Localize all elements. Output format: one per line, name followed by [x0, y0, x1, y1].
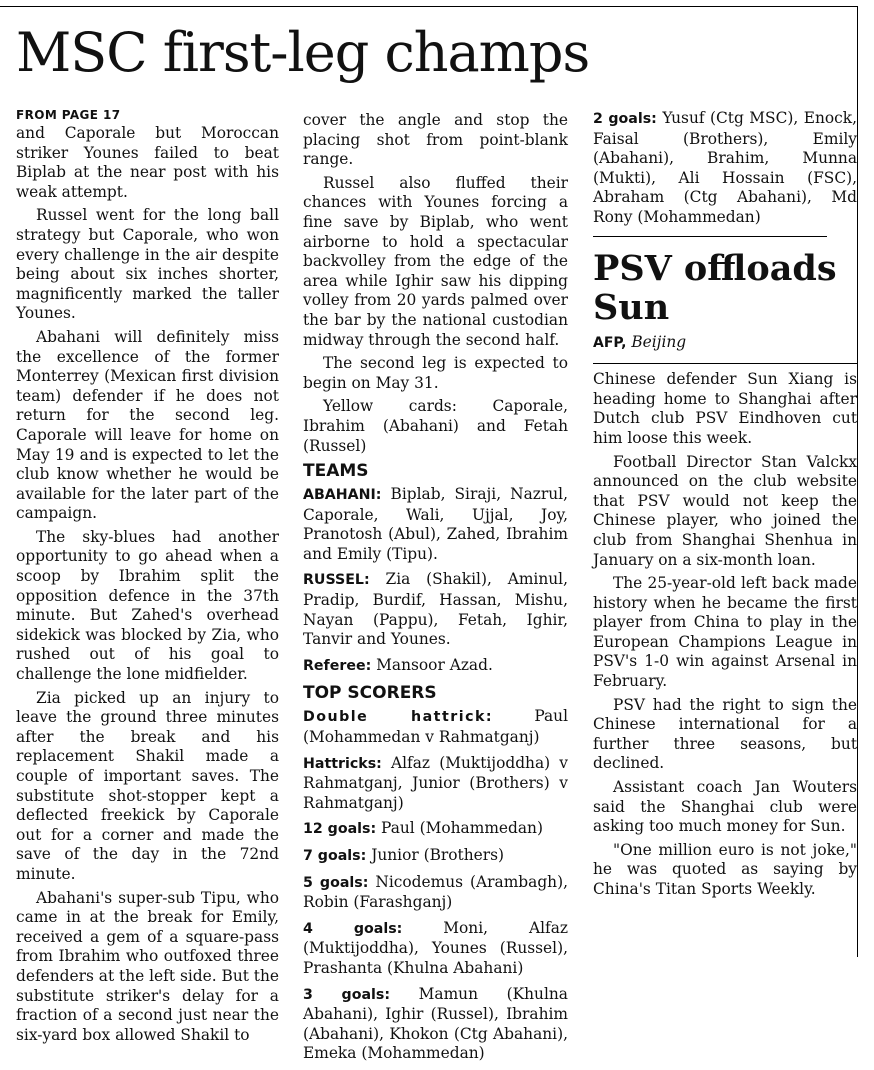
team-label: RUSSEL:	[303, 572, 370, 589]
article-paragraph: and Caporale but Moroccan striker Younes failed to beat Biplab at the near post with his weak attempt.	[16, 124, 279, 201]
scorer-label: 5 goals:	[303, 874, 369, 891]
scorer-label: Hattricks:	[303, 755, 382, 772]
byline	[593, 333, 857, 354]
column-2	[303, 111, 568, 1070]
column-1	[16, 108, 279, 1049]
scorer-entry	[303, 919, 568, 979]
yellow-cards: Yellow cards: Caporale, Ibrahim (Abahani) and Fetah (Russel)	[303, 397, 568, 455]
column-3	[593, 109, 857, 904]
byline-rule	[593, 363, 857, 364]
team-lineup: Biplab, Siraji, Nazrul, Caporale, Wali, Ujjal, Joy, Pranotosh (Abul), Zahed, Ibrahim and Emily (Tipu).	[303, 485, 568, 563]
byline-place: Beijing	[631, 332, 687, 351]
scorer-text: Yusuf (Ctg MSC), Enock, Faisal (Brothers), Emily (Abahani), Brahim, Munna (Mukti), Ali Hossain (FSC), Abraham (Ctg Abahani), Md Rony (Mohammedan)	[593, 109, 857, 226]
scorer-entry	[303, 985, 568, 1064]
article-paragraph: The sky-blues had another opportunity to go ahead when a scoop by Ibrahim split the opposition defence in the 37th minute. But Zahed's overhead sidekick was blocked by Zia, who rushed out of his goal to challenge the lone midfielder.	[16, 527, 279, 684]
scorer-text: Paul (Mohammedan v Rahmatganj)	[303, 707, 568, 747]
article-paragraph: cover the angle and stop the placing shot from point-blank range.	[303, 111, 568, 169]
article-paragraph: Abahani will definitely miss the excellence of the former Monterrey (Mexican first division team) defender if he does not return for the second leg. Caporale will leave for home on May 19 and is expected to let the club know whether he would be available for the later part of the campaign.	[16, 327, 279, 523]
scorer-entry	[303, 819, 568, 840]
team-label: ABAHANI:	[303, 487, 382, 504]
scorer-entry	[303, 754, 568, 814]
referee-name: Mansoor Azad.	[376, 655, 493, 674]
team-abahani	[303, 485, 568, 564]
scorer-entry	[303, 846, 568, 867]
headline: MSC first-leg champs	[16, 21, 590, 84]
referee-label: Referee:	[303, 657, 372, 674]
scorers-list-continued	[593, 109, 857, 228]
article-paragraph: Russel also fluffed their chances with Younes forcing a fine save by Biplab, who went airborne to hold a spectacular backvolley from the edge of the area while Ighir saw his dipping volley from 20 yards palmed over the bar by the national custodian midway through the second half.	[303, 173, 568, 349]
top-scorers-heading: TOP SCORERS	[303, 683, 437, 704]
divider	[593, 236, 827, 237]
psv-paragraph: "One million euro is not joke," he was quoted as saying by China's Titan Sports Weekly.	[593, 840, 857, 898]
from-page-label: FROM PAGE 17	[16, 108, 121, 122]
right-rule	[857, 6, 858, 957]
scorer-text: Mamun (Khulna Abahani), Ighir (Russel), Ibrahim (Abahani), Khokon (Ctg Abahani), Emeka (Mohammedan)	[303, 984, 568, 1063]
scorer-text: Junior (Brothers)	[371, 846, 505, 864]
psv-headline: PSV offloads Sun	[593, 247, 837, 328]
scorer-text: Paul (Mohammedan)	[381, 819, 543, 838]
psv-paragraph: Chinese defender Sun Xiang is heading home to Shanghai after Dutch club PSV Eindhoven cut him loose this week.	[593, 370, 857, 447]
psv-paragraph: Assistant coach Jan Wouters said the Shanghai club were asking too much money for Sun.	[593, 778, 857, 836]
scorer-label: 2 goals:	[593, 111, 657, 127]
psv-paragraph: PSV had the right to sign the Chinese international for a further three seasons, but declined.	[593, 695, 857, 773]
scorer-label: 12 goals:	[303, 821, 377, 838]
psv-paragraph: The 25-year-old left back made history when he became the first player from China to play in the European Champions League in PSV's 1-0 win against Arsenal in February.	[593, 574, 857, 691]
team-russel	[303, 570, 568, 649]
scorer-text: Moni, Alfaz (Muktijoddha), Younes (Russel), Prashanta (Khulna Abahani)	[303, 918, 568, 977]
team-lineup: Zia (Shakil), Aminul, Pradip, Burdif, Hassan, Mishu, Nayan (Pappu), Fetah, Ighir, Tanvir and Younes.	[303, 570, 568, 649]
teams-list	[303, 485, 568, 676]
scorer-label: 7 goals:	[303, 848, 367, 864]
scorers-list	[303, 707, 568, 1064]
scorer-text: Nicodemus (Arambagh), Robin (Farashganj)	[303, 872, 568, 912]
psv-paragraph: Football Director Stan Valckx announced on the club website that PSV would not keep the Chinese player, who joined the club from Shanghai Shenhua in January on a six-month loan.	[593, 452, 857, 569]
scorer-entry	[303, 873, 568, 913]
scorer-entry	[593, 109, 857, 228]
scorer-text: Alfaz (Muktijoddha) v Rahmatganj, Junior (Brothers) v Rahmatganj)	[303, 753, 568, 812]
article-paragraph: The second leg is expected to begin on May 31.	[303, 354, 568, 392]
scorer-label: 4 goals:	[303, 920, 403, 937]
top-rule	[0, 6, 858, 7]
teams-heading: TEAMS	[303, 461, 369, 482]
article-paragraph: Abahani's super-sub Tipu, who came in at the break for Emily, received a gem of a square-pass from Ibrahim who outfoxed three defenders at the left side. But the substitute striker's delay for a fraction of a second just near the six-yard box allowed Shakil to	[16, 888, 280, 1044]
referee	[303, 656, 568, 677]
byline-agency: AFP,	[593, 334, 627, 351]
article-paragraph: Zia picked up an injury to leave the ground three minutes after the break and his replacement Shakil made a couple of important saves. The substitute shot-stopper kept a deflected freekick by Caporale out for a corner and made the save of the day in the 72nd minute.	[16, 688, 279, 883]
scorer-label: Double hattrick:	[303, 709, 494, 726]
article-paragraph: Russel went for the long ball strategy but Caporale, who won every challenge in the air despite being about six inches shorter, magnificently marked the taller Younes.	[16, 206, 279, 323]
scorer-label: 3 goals:	[303, 986, 391, 1003]
scorer-entry	[303, 707, 568, 747]
